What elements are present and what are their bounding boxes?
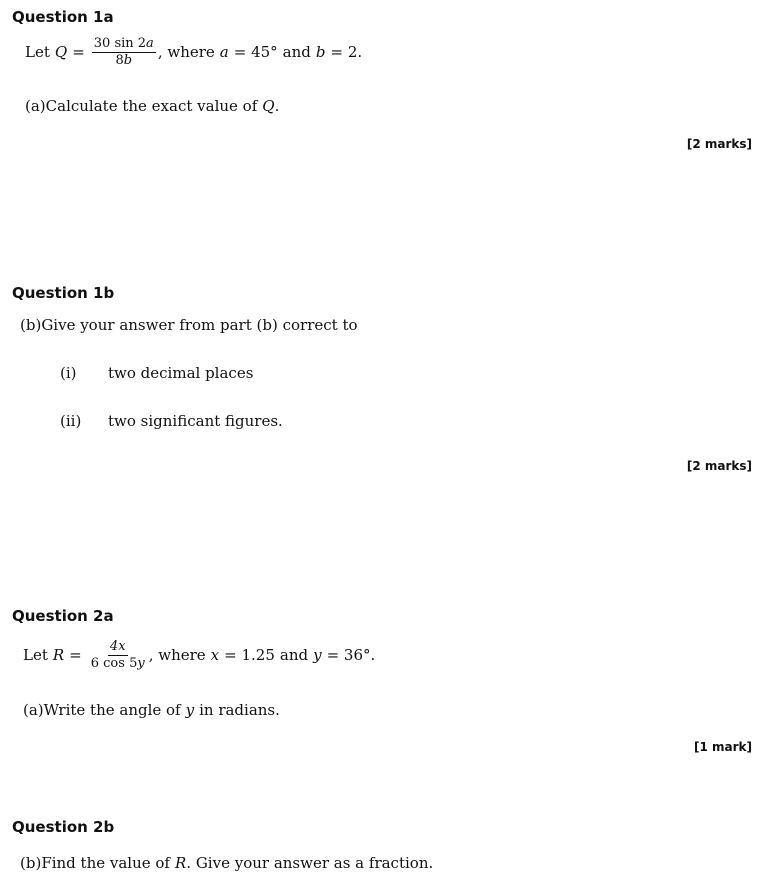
part-text-pre: Find the value of xyxy=(41,854,170,872)
and-text: and xyxy=(282,43,311,61)
denominator-coefficient: 6 cos 5 xyxy=(90,655,138,671)
fraction-denominator xyxy=(113,53,134,68)
numerator-variable: a xyxy=(146,35,154,51)
question-1b-part-b xyxy=(20,315,358,335)
question-1a-heading: Question 1a xyxy=(12,8,114,26)
denominator-coefficient: 8 xyxy=(115,52,124,68)
question-2b-heading: Question 2b xyxy=(12,818,115,836)
fraction-denominator xyxy=(89,656,147,671)
question-1b-heading: Question 1b xyxy=(12,284,115,302)
part-text-pre: Write the angle of xyxy=(43,701,181,719)
sub-label-ii: (ii) xyxy=(60,412,82,430)
part-text: Calculate the exact value of xyxy=(45,97,258,115)
part-end: . xyxy=(274,97,280,115)
part-variable: Q xyxy=(262,97,275,115)
where-text: , where xyxy=(157,43,215,61)
question-2a-marks: [1 mark] xyxy=(694,740,752,754)
where-text: , where xyxy=(148,646,206,664)
condition-1-variable: x xyxy=(210,646,220,664)
stem-prefix: Let xyxy=(25,43,50,61)
condition-2-value: = 36°. xyxy=(326,646,376,664)
fraction-r xyxy=(89,640,147,671)
denominator-variable: b xyxy=(123,52,133,68)
part-label: (b) xyxy=(20,854,42,872)
question-1b-sub-ii xyxy=(60,411,283,431)
part-label: (a) xyxy=(25,97,46,115)
and-text: and xyxy=(279,646,309,664)
part-text: Give your answer from part (b) correct to xyxy=(41,316,358,334)
question-2a-part-a xyxy=(23,700,280,720)
part-text-post: . Give your answer as a fraction. xyxy=(186,854,434,872)
fraction-numerator xyxy=(92,37,156,53)
fraction-q xyxy=(92,37,156,68)
question-1a-part-a xyxy=(25,96,279,116)
sub-text-ii: two significant figures. xyxy=(108,412,283,430)
question-1b-marks: [2 marks] xyxy=(686,459,752,473)
condition-2-value: = 2. xyxy=(330,43,363,61)
question-2a-stem xyxy=(23,637,375,673)
part-variable: R xyxy=(174,854,187,872)
question-2a-heading: Question 2a xyxy=(12,607,114,625)
question-2b-part-b xyxy=(20,853,433,873)
question-1b-sub-i xyxy=(60,363,253,383)
condition-1-variable: a xyxy=(219,43,229,61)
condition-2-variable: b xyxy=(315,43,326,61)
denominator-variable: y xyxy=(137,655,145,671)
sub-text-i: two decimal places xyxy=(108,364,254,382)
condition-1-value: = 45° xyxy=(233,43,278,61)
equals-sign: = xyxy=(72,43,85,61)
numerator-coefficient: 30 sin 2 xyxy=(93,35,147,51)
part-label: (b) xyxy=(20,316,42,334)
question-1a-stem xyxy=(25,34,362,70)
fraction-numerator: 4x xyxy=(109,638,126,654)
stem-variable: Q xyxy=(54,43,68,61)
stem-variable: R xyxy=(52,646,65,664)
condition-1-value: = 1.25 xyxy=(224,646,275,664)
question-1a-marks: [2 marks] xyxy=(686,137,752,151)
part-variable: y xyxy=(185,701,195,719)
stem-prefix: Let xyxy=(23,646,48,664)
part-label: (a) xyxy=(23,701,44,719)
equals-sign: = xyxy=(69,646,82,664)
sub-label-i: (i) xyxy=(60,364,77,382)
part-text-post: in radians. xyxy=(199,701,280,719)
condition-2-variable: y xyxy=(313,646,322,664)
